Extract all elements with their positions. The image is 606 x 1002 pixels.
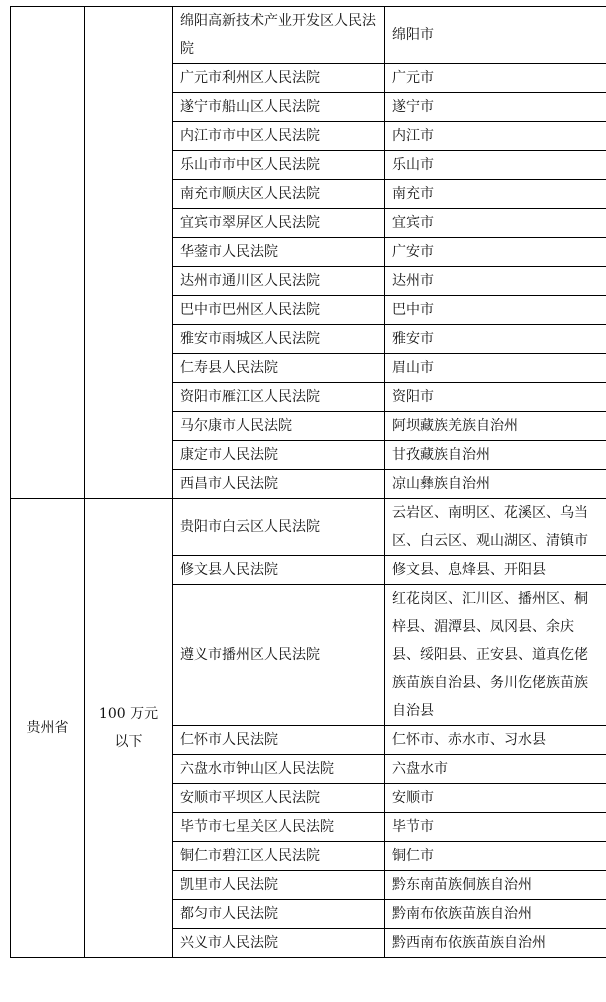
court-jurisdiction-table [10, 6, 606, 958]
jurisdiction-area-cell: 宜宾市 [385, 209, 606, 238]
court-name-cell: 内江市市中区人民法院 [173, 122, 385, 151]
jurisdiction-area-cell: 遂宁市 [385, 93, 606, 122]
court-name-cell: 绵阳高新技术产业开发区人民法院 [173, 7, 385, 64]
jurisdiction-area-cell: 黔西南布依族苗族自治州 [385, 929, 606, 958]
court-name-cell: 巴中市巴州区人民法院 [173, 296, 385, 325]
court-name-cell: 毕节市七星关区人民法院 [173, 813, 385, 842]
amount-cell: 100 万元以下 [85, 499, 173, 958]
court-name-cell: 遵义市播州区人民法院 [173, 585, 385, 726]
court-name-cell: 都匀市人民法院 [173, 900, 385, 929]
court-name-cell: 修文县人民法院 [173, 556, 385, 585]
court-name-cell: 六盘水市钟山区人民法院 [173, 755, 385, 784]
jurisdiction-area-cell: 安顺市 [385, 784, 606, 813]
jurisdiction-area-cell: 绵阳市 [385, 7, 606, 64]
amount-cell [85, 7, 173, 499]
jurisdiction-area-cell: 六盘水市 [385, 755, 606, 784]
court-name-cell: 遂宁市船山区人民法院 [173, 93, 385, 122]
province-cell: 贵州省 [11, 499, 85, 958]
court-name-cell: 西昌市人民法院 [173, 470, 385, 499]
jurisdiction-area-cell: 广元市 [385, 64, 606, 93]
court-name-cell: 广元市利州区人民法院 [173, 64, 385, 93]
jurisdiction-area-cell: 阿坝藏族羌族自治州 [385, 412, 606, 441]
jurisdiction-area-cell: 达州市 [385, 267, 606, 296]
court-name-cell: 乐山市市中区人民法院 [173, 151, 385, 180]
jurisdiction-area-cell: 雅安市 [385, 325, 606, 354]
court-name-cell: 仁怀市人民法院 [173, 726, 385, 755]
court-name-cell: 马尔康市人民法院 [173, 412, 385, 441]
court-name-cell: 贵阳市白云区人民法院 [173, 499, 385, 556]
jurisdiction-area-cell: 眉山市 [385, 354, 606, 383]
jurisdiction-area-cell: 云岩区、南明区、花溪区、乌当区、白云区、观山湖区、清镇市 [385, 499, 606, 556]
jurisdiction-area-cell: 修文县、息烽县、开阳县 [385, 556, 606, 585]
jurisdiction-area-cell: 黔东南苗族侗族自治州 [385, 871, 606, 900]
court-name-cell: 凯里市人民法院 [173, 871, 385, 900]
court-name-cell: 雅安市雨城区人民法院 [173, 325, 385, 354]
table-row [11, 7, 606, 64]
jurisdiction-area-cell: 广安市 [385, 238, 606, 267]
jurisdiction-area-cell: 凉山彝族自治州 [385, 470, 606, 499]
table-body [11, 7, 606, 958]
court-name-cell: 华蓥市人民法院 [173, 238, 385, 267]
jurisdiction-area-cell: 红花岗区、汇川区、播州区、桐梓县、湄潭县、凤冈县、余庆县、绥阳县、正安县、道真仡佬族苗族自治县、务川仡佬族苗族自治县 [385, 585, 606, 726]
jurisdiction-area-cell: 巴中市 [385, 296, 606, 325]
jurisdiction-area-cell: 铜仁市 [385, 842, 606, 871]
court-name-cell: 资阳市雁江区人民法院 [173, 383, 385, 412]
jurisdiction-area-cell: 内江市 [385, 122, 606, 151]
court-name-cell: 达州市通川区人民法院 [173, 267, 385, 296]
jurisdiction-area-cell: 仁怀市、赤水市、习水县 [385, 726, 606, 755]
court-name-cell: 南充市顺庆区人民法院 [173, 180, 385, 209]
court-name-cell: 铜仁市碧江区人民法院 [173, 842, 385, 871]
jurisdiction-area-cell: 黔南布依族苗族自治州 [385, 900, 606, 929]
jurisdiction-area-cell: 毕节市 [385, 813, 606, 842]
province-cell [11, 7, 85, 499]
court-name-cell: 安顺市平坝区人民法院 [173, 784, 385, 813]
court-name-cell: 宜宾市翠屏区人民法院 [173, 209, 385, 238]
court-name-cell: 兴义市人民法院 [173, 929, 385, 958]
jurisdiction-area-cell: 资阳市 [385, 383, 606, 412]
jurisdiction-area-cell: 南充市 [385, 180, 606, 209]
court-name-cell: 康定市人民法院 [173, 441, 385, 470]
jurisdiction-area-cell: 甘孜藏族自治州 [385, 441, 606, 470]
table-row [11, 499, 606, 556]
court-name-cell: 仁寿县人民法院 [173, 354, 385, 383]
jurisdiction-area-cell: 乐山市 [385, 151, 606, 180]
